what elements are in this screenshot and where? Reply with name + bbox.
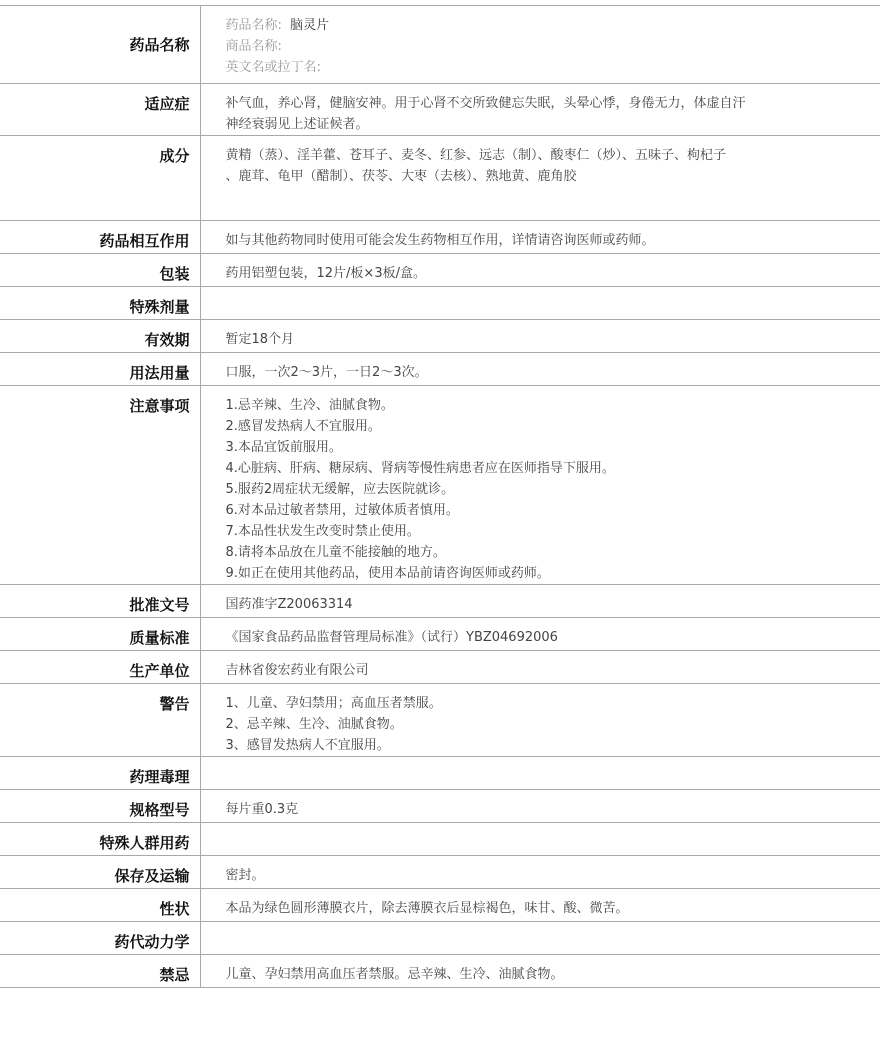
label-interaction: 药品相互作用: [0, 221, 200, 254]
text-line: 黄精（蒸）、淫羊藿、苍耳子、麦冬、红参、远志（制）、酸枣仁（炒）、五味子、枸杞子: [225, 148, 727, 163]
value-precautions: [200, 386, 880, 585]
text-line: 8.请将本品放在儿童不能接触的地方。: [225, 545, 446, 560]
value-special-dose: [200, 287, 880, 320]
drug-name-value: 脑灵片: [290, 18, 330, 33]
text-line: 2.感冒发热病人不宜服用。: [225, 419, 381, 434]
value-indication: [200, 84, 880, 136]
text-line: 9.如正在使用其他药品，使用本品前请咨询医师或药师。: [225, 566, 550, 581]
label-contraindication: 禁忌: [0, 955, 200, 988]
english-name-line: 英文名或拉丁名:: [225, 60, 321, 75]
row-standard: [0, 618, 880, 651]
text-line: 口服，一次2～3片，一日2～3次。: [225, 365, 428, 380]
text-line: 1.忌辛辣、生冷、油腻食物。: [225, 398, 394, 413]
value-storage: [200, 856, 880, 889]
text-line: 暂定18个月: [225, 332, 295, 347]
text-line: 神经衰弱见上述证候者。: [225, 117, 369, 132]
row-special-dose: [0, 287, 880, 320]
label-warning: 警告: [0, 684, 200, 757]
label-validity: 有效期: [0, 320, 200, 353]
value-ingredients: [200, 136, 880, 221]
row-precautions: [0, 386, 880, 585]
label-pharmacokinetics: 药代动力学: [0, 922, 200, 955]
label-appearance: 性状: [0, 889, 200, 922]
row-spec: [0, 790, 880, 823]
label-standard: 质量标准: [0, 618, 200, 651]
text-line: 1、儿童、孕妇禁用；高血压者禁服。: [225, 696, 442, 711]
row-usage: [0, 353, 880, 386]
row-warning: [0, 684, 880, 757]
row-indication: [0, 84, 880, 136]
text-line: 3、感冒发热病人不宜服用。: [225, 738, 390, 753]
text-line: 、鹿茸、龟甲（醋制）、茯苓、大枣（去核）、熟地黄、鹿角胶: [225, 169, 577, 184]
label-indication: 适应症: [0, 84, 200, 136]
label-approval: 批准文号: [0, 585, 200, 618]
row-ingredients: [0, 136, 880, 221]
text-line: 《国家食品药品监督管理局标准》（试行）YBZ04692006: [225, 630, 558, 645]
label-drug-name: 药品名称: [0, 6, 200, 84]
row-contraindication: [0, 955, 880, 988]
row-names: [0, 6, 880, 84]
row-pharmacology: [0, 757, 880, 790]
row-approval: [0, 585, 880, 618]
drug-info-table: [0, 5, 880, 988]
label-manufacturer: 生产单位: [0, 651, 200, 684]
trade-name-line: 商品名称:: [225, 39, 282, 54]
text-line: 本品为绿色圆形薄膜衣片，除去薄膜衣后显棕褐色，味甘、酸、微苦。: [225, 901, 629, 916]
value-appearance: [200, 889, 880, 922]
text-line: 5.服药2周症状无缓解，应去医院就诊。: [225, 482, 455, 497]
text-line: 吉林省俊宏药业有限公司: [225, 663, 369, 678]
value-package: [200, 254, 880, 287]
row-package: [0, 254, 880, 287]
text-line: 儿童、孕妇禁用高血压者禁服。忌辛辣、生冷、油腻食物。: [225, 967, 564, 982]
value-pharmacology: [200, 757, 880, 790]
label-special-groups: 特殊人群用药: [0, 823, 200, 856]
row-interaction: [0, 221, 880, 254]
value-warning: [200, 684, 880, 757]
label-ingredients: 成分: [0, 136, 200, 221]
value-manufacturer: [200, 651, 880, 684]
text-line: 6.对本品过敏者禁用，过敏体质者慎用。: [225, 503, 459, 518]
row-validity: [0, 320, 880, 353]
value-approval: [200, 585, 880, 618]
text-line: 7.本品性状发生改变时禁止使用。: [225, 524, 420, 539]
value-pharmacokinetics: [200, 922, 880, 955]
text-line: 每片重0.3克: [225, 802, 299, 817]
drug-name-line: 药品名称: 脑灵片: [225, 18, 330, 33]
value-special-groups: [200, 823, 880, 856]
value-spec: [200, 790, 880, 823]
value-usage: [200, 353, 880, 386]
label-special-dose: 特殊剂量: [0, 287, 200, 320]
label-storage: 保存及运输: [0, 856, 200, 889]
label-package: 包装: [0, 254, 200, 287]
label-pharmacology: 药理毒理: [0, 757, 200, 790]
text-line: 国药准字Z20063314: [225, 597, 353, 612]
row-pharmacokinetics: [0, 922, 880, 955]
text-line: 4.心脏病、肝病、糖尿病、肾病等慢性病患者应在医师指导下服用。: [225, 461, 615, 476]
text-line: 3.本品宜饭前服用。: [225, 440, 342, 455]
label-spec: 规格型号: [0, 790, 200, 823]
text-line: 如与其他药物同时使用可能会发生药物相互作用，详情请咨询医师或药师。: [225, 233, 655, 248]
value-contraindication: [200, 955, 880, 988]
row-special-groups: [0, 823, 880, 856]
label-usage: 用法用量: [0, 353, 200, 386]
value-names: [200, 6, 880, 84]
row-manufacturer: [0, 651, 880, 684]
text-line: 2、忌辛辣、生冷、油腻食物。: [225, 717, 403, 732]
label-precautions: 注意事项: [0, 386, 200, 585]
row-appearance: [0, 889, 880, 922]
text-line: 密封。: [225, 868, 265, 883]
value-standard: [200, 618, 880, 651]
value-interaction: [200, 221, 880, 254]
text-line: 补气血，养心肾，健脑安神。用于心肾不交所致健忘失眠，头晕心悸，身倦无力，体虚自汗: [225, 96, 746, 111]
value-validity: [200, 320, 880, 353]
text-line: 药用铝塑包装，12片/板×3板/盒。: [225, 266, 426, 281]
row-storage: [0, 856, 880, 889]
